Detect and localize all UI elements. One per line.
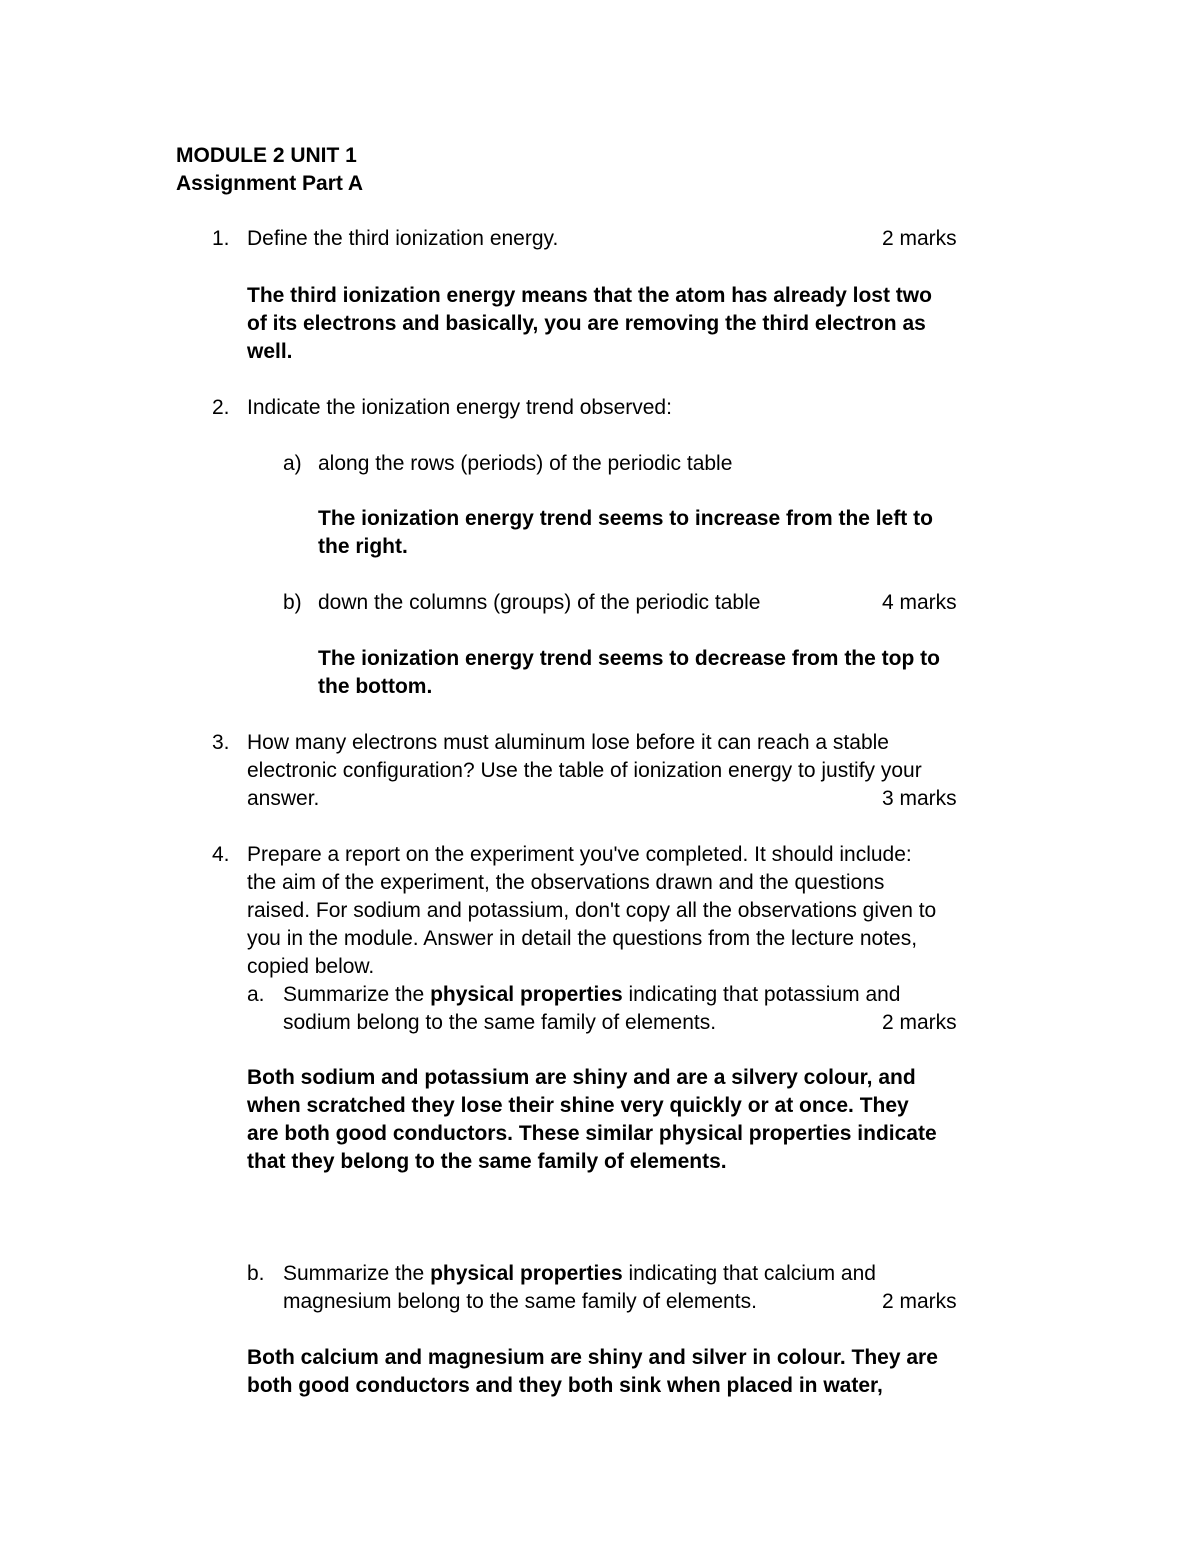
q3-line: How many electrons must aluminum lose before it can reach a stable	[247, 731, 889, 754]
q2b-answer-line: the bottom.	[318, 675, 433, 698]
q3-marks: 3 marks	[882, 787, 957, 810]
q2a-answer-line: the right.	[318, 535, 408, 558]
q4-line: the aim of the experiment, the observations drawn and the questions	[247, 871, 885, 894]
q4a-suffix: indicating that potassium and	[622, 983, 901, 1006]
q4a-label: a.	[247, 983, 265, 1006]
q2b-text: down the columns (groups) of the periodic table	[318, 591, 761, 614]
q4b-answer-line: Both calcium and magnesium are shiny and silver in colour. They are	[247, 1346, 938, 1369]
q4b-suffix: indicating that calcium and	[622, 1262, 876, 1285]
q4-line: you in the module. Answer in detail the questions from the lecture notes,	[247, 927, 918, 950]
q4-number: 4.	[212, 843, 230, 866]
q4b-prefix: Summarize the	[283, 1262, 431, 1285]
q4b-text-line2: magnesium belong to the same family of elements.	[283, 1290, 757, 1313]
q3-line: answer.	[247, 787, 320, 810]
q1-answer-line: of its electrons and basically, you are removing the third electron as	[247, 312, 926, 335]
q4-line: raised. For sodium and potassium, don't copy all the observations given to	[247, 899, 937, 922]
q2a-text: along the rows (periods) of the periodic table	[318, 452, 733, 475]
q1-question: Define the third ionization energy.	[247, 227, 559, 250]
q4a-bold-term: physical properties	[430, 983, 623, 1006]
q2-number: 2.	[212, 396, 230, 419]
q4a-answer-line: that they belong to the same family of elements.	[247, 1150, 727, 1173]
q2-question: Indicate the ionization energy trend observed:	[247, 396, 672, 419]
q2a-label: a)	[283, 452, 302, 475]
q2b-label: b)	[283, 591, 302, 614]
q4-line: copied below.	[247, 955, 375, 978]
q1-answer-line: well.	[247, 340, 293, 363]
q3-line: electronic configuration? Use the table of ionization energy to justify your	[247, 759, 922, 782]
q4a-answer-line: when scratched they lose their shine very quickly or at once. They	[247, 1094, 909, 1117]
assignment-title: Assignment Part A	[176, 172, 364, 195]
module-title: MODULE 2 UNIT 1	[176, 144, 357, 167]
q4a-answer-line: Both sodium and potassium are shiny and are a silvery colour, and	[247, 1066, 916, 1089]
q4a-answer-line: are both good conductors. These similar physical properties indicate	[247, 1122, 937, 1145]
q4b-label: b.	[247, 1262, 265, 1285]
q2b-marks: 4 marks	[882, 591, 957, 614]
q1-answer-line: The third ionization energy means that the atom has already lost two	[247, 284, 932, 307]
q1-number: 1.	[212, 227, 230, 250]
q4b-text	[283, 1260, 876, 1288]
q2b-answer-line: The ionization energy trend seems to decrease from the top to	[318, 647, 940, 670]
q4a-marks: 2 marks	[882, 1011, 957, 1034]
q4-line: Prepare a report on the experiment you've completed. It should include:	[247, 843, 912, 866]
q4b-answer-line: both good conductors and they both sink when placed in water,	[247, 1374, 883, 1397]
q1-marks: 2 marks	[882, 227, 957, 250]
q3-number: 3.	[212, 731, 230, 754]
q4a-prefix: Summarize the	[283, 983, 431, 1006]
q4b-marks: 2 marks	[882, 1290, 957, 1313]
q4a-text-line2: sodium belong to the same family of elements.	[283, 1011, 717, 1034]
q4b-bold-term: physical properties	[430, 1262, 623, 1285]
q2a-answer-line: The ionization energy trend seems to increase from the left to	[318, 507, 933, 530]
q4a-text	[283, 981, 900, 1009]
